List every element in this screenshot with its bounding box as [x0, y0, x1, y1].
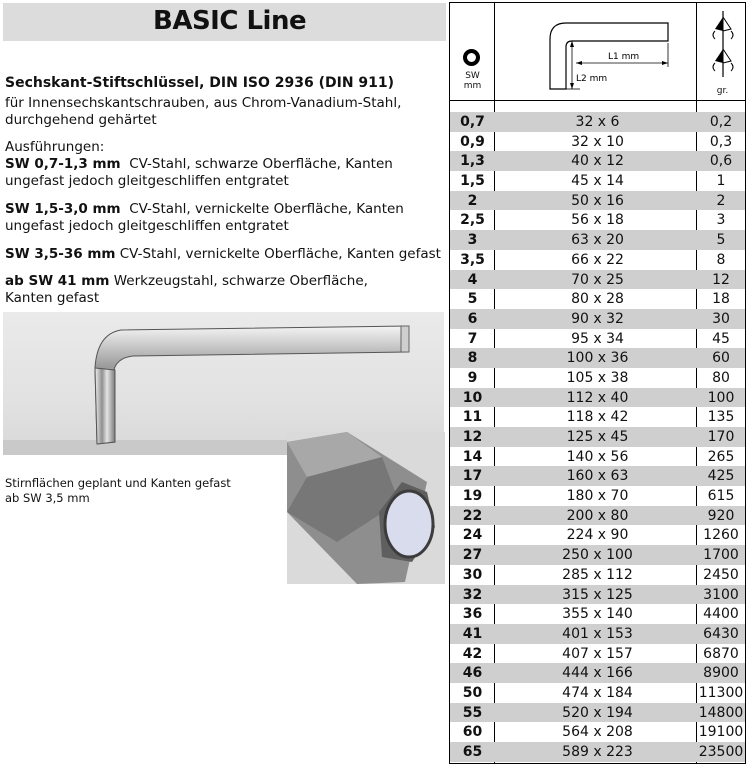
table-row [450, 407, 745, 427]
sw-size-cell: 5 [467, 291, 478, 308]
version-4-text-2: Kanten gefast [5, 290, 100, 306]
weight-icon [706, 9, 740, 79]
length-cell: 285 x 112 [562, 566, 633, 583]
table-row [450, 447, 745, 467]
length-cell: 589 x 223 [562, 744, 633, 760]
length-cell: 474 x 184 [562, 684, 633, 701]
table-row [450, 112, 745, 132]
table-row [450, 466, 745, 486]
weight-cell: 60 [712, 350, 730, 367]
length-cell: 520 x 194 [562, 704, 633, 721]
dimension-drawing-icon [510, 11, 680, 96]
table-row [450, 309, 745, 329]
weight-cell: 8 [716, 251, 726, 268]
version-2-text: CV-Stahl, vernickelte Oberfläche, Kanten [129, 201, 404, 217]
caption-line-2: ab SW 3,5 mm [5, 491, 90, 505]
weight-cell: 265 [707, 448, 735, 465]
version-4-size: ab SW 41 mm [5, 273, 110, 289]
sw-size-cell: 65 [462, 744, 483, 760]
description-line-2: durchgehend gehärtet [5, 112, 157, 128]
length-cell: 315 x 125 [562, 586, 633, 603]
weight-cell: 0,2 [709, 114, 733, 130]
photo-caption [5, 476, 231, 506]
versions-label: Ausführungen: [5, 139, 105, 155]
weight-cell: 3100 [703, 586, 739, 603]
table-row [450, 151, 745, 171]
weight-cell: 920 [707, 507, 735, 524]
table-row [450, 506, 745, 526]
length-cell: 32 x 10 [571, 133, 624, 150]
version-1-size: SW 0,7-1,3 mm [5, 156, 121, 172]
sw-size-cell: 3 [467, 232, 478, 249]
hex-key-closeup-photo [287, 432, 445, 584]
length-cell: 63 x 20 [571, 232, 624, 249]
sw-size-cell: 46 [462, 665, 483, 682]
length-cell: 45 x 14 [571, 173, 624, 190]
l1-label: L1 mm [608, 52, 640, 62]
title-bar [3, 3, 446, 41]
table-row [450, 742, 745, 762]
hex-socket-icon [463, 49, 480, 66]
length-cell: 401 x 153 [562, 625, 633, 642]
weight-cell: 18 [712, 291, 730, 308]
length-cell: 355 x 140 [562, 606, 633, 623]
weight-cell: 425 [707, 468, 735, 485]
weight-cell: 12 [712, 271, 730, 288]
sw-size-cell: 22 [462, 507, 483, 524]
sw-size-cell: 55 [462, 704, 483, 721]
weight-cell: 14800 [698, 704, 744, 721]
table-row [450, 604, 745, 624]
table-row [450, 683, 745, 703]
length-cell: 118 x 42 [566, 409, 629, 426]
sw-size-cell: 32 [462, 586, 483, 603]
sw-size-cell: 24 [462, 527, 483, 544]
length-cell: 180 x 70 [566, 488, 629, 505]
length-cell: 125 x 45 [566, 429, 629, 445]
version-3-size: SW 3,5-36 mm [5, 246, 116, 262]
length-cell: 90 x 32 [571, 310, 624, 327]
page-title: BASIC Line [153, 6, 307, 36]
sw-size-cell: 10 [462, 389, 483, 406]
weight-cell: 6870 [703, 645, 739, 662]
weight-cell: 80 [712, 369, 730, 386]
length-cell: 564 x 208 [562, 724, 633, 741]
weight-cell: 135 [707, 409, 735, 426]
sw-size-cell: 7 [467, 330, 478, 347]
length-cell: 105 x 38 [566, 369, 629, 386]
length-cell: 95 x 34 [571, 330, 624, 347]
table-row [450, 230, 745, 250]
sw-size-cell: 11 [462, 409, 483, 426]
sw-size-cell: 17 [462, 468, 483, 485]
length-cell: 444 x 166 [562, 665, 633, 682]
sw-label: SW [465, 71, 480, 81]
weight-cell: 8900 [703, 665, 739, 682]
sw-size-cell: 12 [462, 429, 483, 445]
version-2-text-2: ungefast jedoch gleitgeschliffen entgratet [5, 218, 289, 234]
weight-cell: 1700 [703, 547, 739, 564]
sw-size-cell: 6 [467, 310, 478, 327]
sw-size-cell: 1,5 [460, 173, 485, 190]
l2-label: L2 mm [576, 74, 608, 84]
table-row [450, 171, 745, 191]
weight-cell: 2 [716, 192, 726, 209]
spec-table [449, 2, 746, 764]
header-divider [450, 100, 745, 101]
sw-size-cell: 2,5 [460, 212, 485, 229]
weight-cell: 2450 [703, 566, 739, 583]
weight-cell: 11300 [698, 684, 744, 701]
sw-size-cell: 14 [462, 448, 483, 465]
table-row [450, 486, 745, 506]
version-4 [5, 273, 368, 290]
weight-cell: 30 [712, 310, 730, 327]
table-row [450, 427, 745, 447]
table-row [450, 191, 745, 211]
sw-size-cell: 36 [462, 606, 483, 623]
table-row [450, 545, 745, 565]
weight-cell: 19100 [698, 724, 744, 741]
sw-size-cell: 60 [462, 724, 483, 741]
sw-size-cell: 42 [462, 645, 483, 662]
version-3 [5, 246, 441, 263]
sw-size-cell: 0,9 [460, 133, 485, 150]
sw-size-cell: 41 [462, 625, 483, 642]
length-cell: 32 x 6 [575, 114, 620, 130]
version-3-text: CV-Stahl, vernickelte Oberfläche, Kanten gefast [119, 246, 441, 262]
table-row [450, 210, 745, 230]
table-header [450, 3, 745, 100]
sw-size-cell: 2 [467, 192, 478, 209]
weight-cell: 1 [716, 173, 726, 190]
table-row [450, 348, 745, 368]
length-cell: 200 x 80 [566, 507, 629, 524]
weight-cell: 5 [716, 232, 726, 249]
sw-size-cell: 50 [462, 684, 483, 701]
sw-size-cell: 19 [462, 488, 483, 505]
length-cell: 50 x 16 [571, 192, 624, 209]
length-cell: 66 x 22 [571, 251, 624, 268]
table-body [450, 112, 745, 762]
sw-size-cell: 0,7 [460, 114, 485, 130]
table-row [450, 525, 745, 545]
table-row [450, 250, 745, 270]
weight-cell: 3 [716, 212, 726, 229]
length-cell: 40 x 12 [571, 153, 624, 170]
sw-header [450, 3, 495, 100]
sw-unit-label [450, 71, 495, 91]
weight-cell: 4400 [703, 606, 739, 623]
table-row [450, 289, 745, 309]
sw-size-cell: 4 [467, 271, 478, 288]
weight-cell: 1260 [703, 527, 739, 544]
sw-size-cell: 30 [462, 566, 483, 583]
weight-cell: 0,3 [709, 133, 733, 150]
weight-cell: 23500 [698, 744, 744, 760]
length-cell: 70 x 25 [571, 271, 624, 288]
table-row [450, 270, 745, 290]
weight-cell: 0,6 [709, 153, 733, 170]
length-cell: 160 x 63 [566, 468, 629, 485]
length-cell: 250 x 100 [562, 547, 633, 564]
table-row [450, 388, 745, 408]
caption-line-1: Stirnflächen geplant und Kanten gefast [5, 476, 231, 490]
table-row [450, 722, 745, 742]
table-row [450, 663, 745, 683]
table-row [450, 624, 745, 644]
mm-label: mm [463, 81, 482, 91]
sw-size-cell: 27 [462, 547, 483, 564]
length-cell: 407 x 157 [562, 645, 633, 662]
weight-cell: 100 [707, 389, 735, 406]
version-1-text: CV-Stahl, schwarze Oberfläche, Kanten [129, 156, 393, 172]
version-4-text: Werkzeugstahl, schwarze Oberfläche, [113, 273, 368, 289]
version-2-size: SW 1,5-3,0 mm [5, 201, 121, 217]
sw-size-cell: 9 [467, 369, 478, 386]
table-row [450, 644, 745, 664]
sw-size-cell: 3,5 [460, 251, 485, 268]
weight-unit-label: gr. [716, 86, 729, 96]
table-row [450, 329, 745, 349]
length-cell: 80 x 28 [571, 291, 624, 308]
table-row [450, 132, 745, 152]
description-line-1: für Innensechskantschrauben, aus Chrom-Vanadium-Stahl, [5, 95, 402, 111]
length-cell: 56 x 18 [571, 212, 624, 229]
weight-cell: 615 [707, 488, 735, 505]
length-cell: 224 x 90 [566, 527, 629, 544]
sw-size-cell: 1,3 [460, 153, 485, 170]
version-2 [5, 201, 404, 218]
table-row [450, 585, 745, 605]
product-heading: Sechskant-Stiftschlüssel, DIN ISO 2936 (DIN 911) [5, 75, 395, 91]
length-cell: 140 x 56 [566, 448, 629, 465]
weight-cell: 170 [707, 429, 735, 445]
length-cell: 112 x 40 [566, 389, 629, 406]
weight-cell: 45 [712, 330, 730, 347]
length-cell: 100 x 36 [566, 350, 629, 367]
table-row [450, 565, 745, 585]
version-1 [5, 156, 393, 173]
hex-end-icon [287, 432, 445, 584]
weight-cell: 6430 [703, 625, 739, 642]
table-row [450, 368, 745, 388]
version-1-text-2: ungefast jedoch gleitgeschliffen entgratet [5, 173, 289, 189]
sw-size-cell: 8 [467, 350, 478, 367]
table-row [450, 703, 745, 723]
